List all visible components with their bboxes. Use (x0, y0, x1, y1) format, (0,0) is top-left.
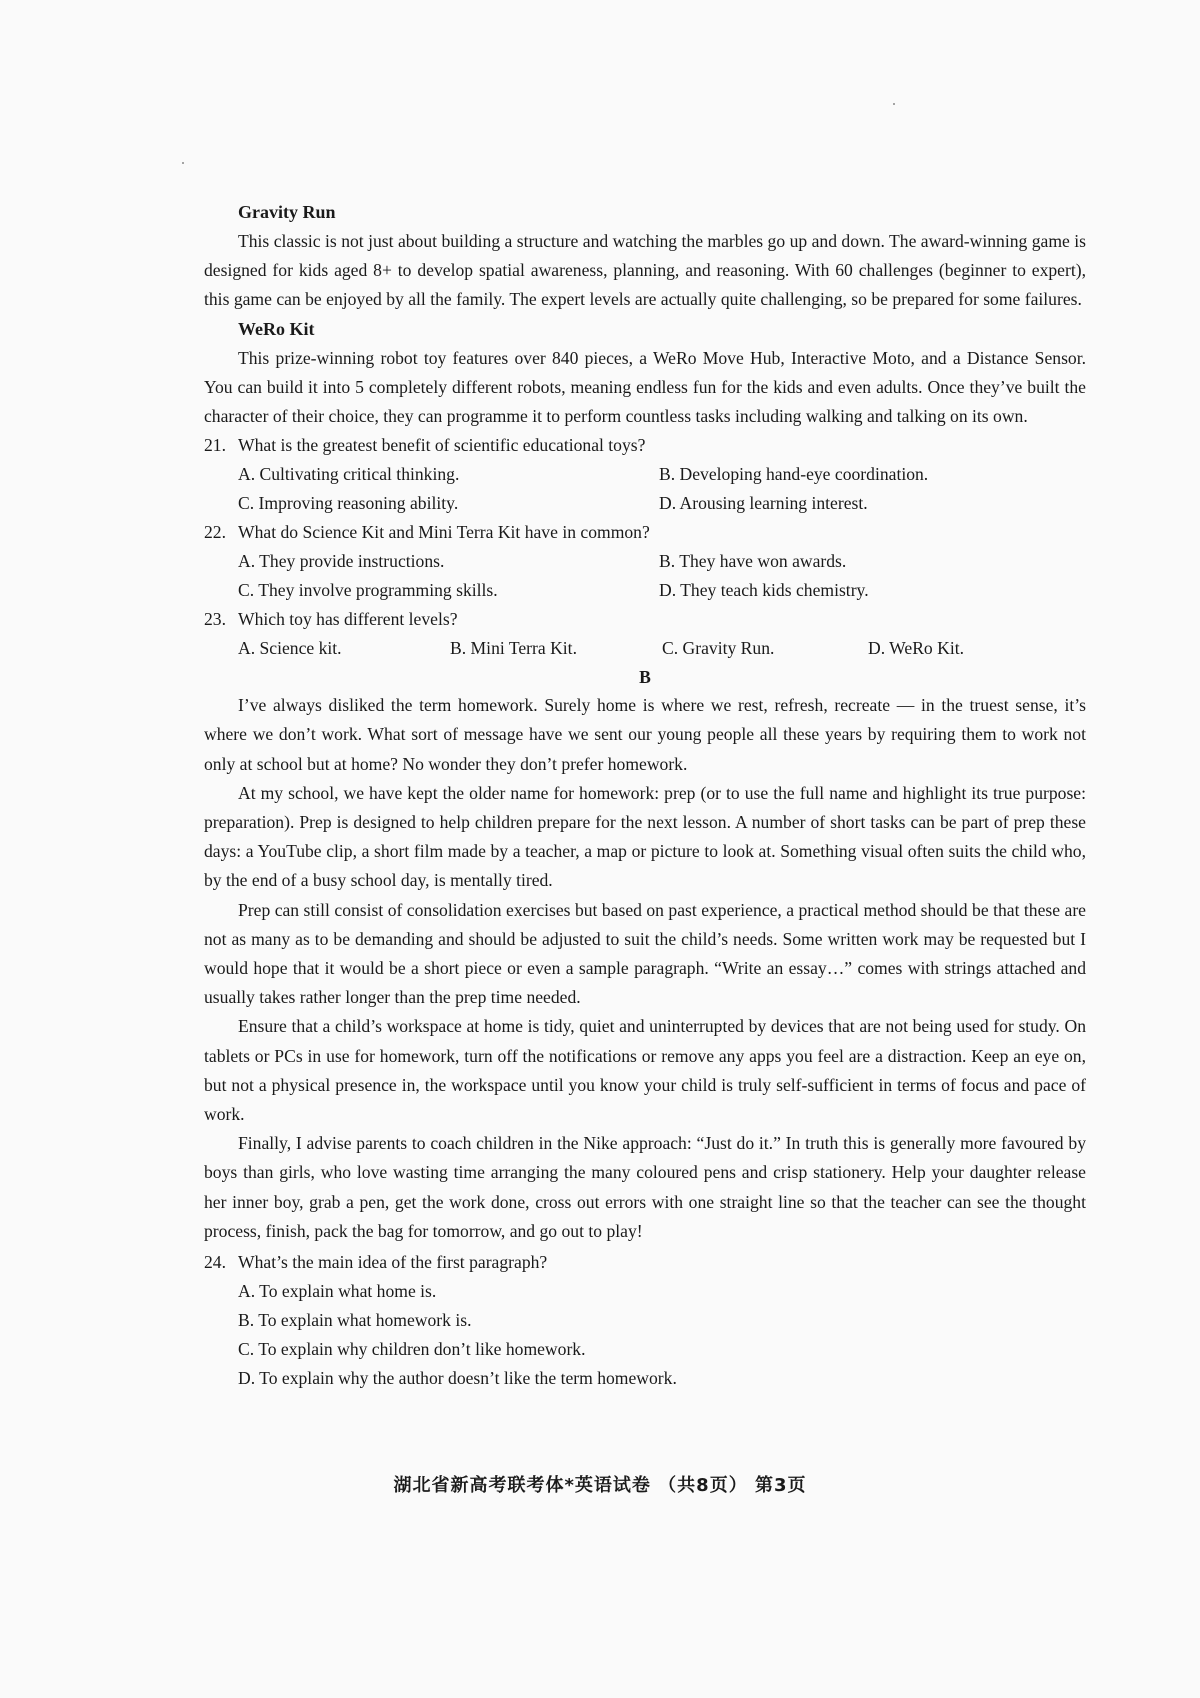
passage-a (204, 198, 1086, 663)
question-21 (204, 431, 1086, 518)
question-number: 23. (204, 609, 226, 630)
option-c: C. Gravity Run. (662, 638, 775, 659)
option-b: B. To explain what homework is. (238, 1310, 472, 1331)
question-number: 24. (204, 1252, 226, 1273)
option-b: B. Developing hand-eye coordination. (659, 464, 929, 485)
option-a: A. To explain what home is. (238, 1281, 437, 1302)
question-23 (204, 605, 1086, 663)
option-d: D. WeRo Kit. (868, 638, 965, 659)
option-d: D. Arousing learning interest. (659, 493, 868, 514)
question-stem: Which toy has different levels? (238, 609, 458, 630)
question-22 (204, 518, 1086, 605)
question-stem: What’s the main idea of the first paragraph? (238, 1252, 548, 1273)
option-c: C. Improving reasoning ability. (238, 493, 459, 514)
section-title-gravity-run: Gravity Run (238, 202, 336, 222)
passage-paragraph: At my school, we have kept the older name for homework: prep (or to use the full name and highlight its true purpose: preparation). Prep is designed to help children prepare for the next lesson. A number of short tasks can be part of prep these days: a YouTube clip, a short film made by a teacher, a map or picture to look at. Something visual often suits the child who, by the end of a busy school day, is mentally tired. (204, 782, 1086, 891)
passage-paragraph: I’ve always disliked the term homework. Surely home is where we rest, refresh, recreate — in the truest sense, it’s where we don’t work. What sort of message have we sent our young people all these years by requiring them to work not only at school but at home? No wonder they don’t prefer homework. (204, 695, 1086, 774)
option-a: A. Science kit. (238, 638, 342, 659)
answer-options (238, 634, 1086, 663)
section-title-wero-kit: WeRo Kit (238, 318, 315, 339)
passage-paragraph: Prep can still consist of consolidation exercises but based on past experience, a practical method should be that these are not as many as to be demanding and should be adjusted to suit the child’s needs. Some written work may be requested but I would hope that it would be a short piece or even a sample paragraph. “Write an essay…” comes with strings attached and usually takes rather longer than the prep time needed. (204, 899, 1086, 1008)
option-d: D. They teach kids chemistry. (659, 580, 869, 601)
answer-options (238, 460, 1086, 518)
section-text-gravity-run: This classic is not just about building a structure and watching the marbles go up and down. The award-winning game is designed for kids aged 8+ to develop spatial awareness, planning, and reasoning. With 60 challenges (beginner to expert), this game can be enjoyed by all the family. The expert levels are actually quite challenging, so be prepared for some failures. (204, 231, 1086, 310)
answer-options (238, 547, 1086, 605)
passage-b (204, 663, 1086, 1393)
question-stem: What is the greatest benefit of scientific educational toys? (238, 435, 646, 456)
option-a: A. They provide instructions. (238, 551, 445, 572)
passage-label: B (639, 667, 651, 688)
section-text-wero-kit: This prize-winning robot toy features over 840 pieces, a WeRo Move Hub, Interactive Moto, and a Distance Sensor. You can build it into 5 completely different robots, meaning endless fun for the kids and even adults. Once they’ve built the character of their choice, they can programme it to perform countless tasks including walking and talking on its own. (204, 347, 1086, 427)
option-c: C. They involve programming skills. (238, 580, 498, 601)
question-stem: What do Science Kit and Mini Terra Kit have in common? (238, 522, 650, 543)
exam-content (204, 198, 1086, 1393)
option-d: D. To explain why the author doesn’t like the term homework. (238, 1368, 677, 1389)
passage-paragraph: Ensure that a child’s workspace at home is tidy, quiet and uninterrupted by devices that are not being used for study. On tablets or PCs in use for homework, turn off the notifications or remove any apps you feel are a distraction. Keep an eye on, but not a physical presence in, the workspace until you know your child is truly self-sufficient in terms of focus and pace of work. (204, 1016, 1086, 1125)
question-number: 21. (204, 435, 226, 456)
option-c: C. To explain why children don’t like homework. (238, 1339, 586, 1360)
option-b: B. Mini Terra Kit. (450, 638, 577, 659)
question-number: 22. (204, 522, 226, 543)
answer-options (238, 1277, 1086, 1393)
option-b: B. They have won awards. (659, 551, 847, 572)
scan-speck (182, 162, 184, 164)
question-24 (204, 1248, 1086, 1393)
page-footer: 湖北省新高考联考体*英语试卷 （共8页） 第3页 (393, 1475, 807, 1496)
scan-speck (893, 103, 895, 105)
passage-paragraph: Finally, I advise parents to coach children in the Nike approach: “Just do it.” In truth this is generally more favoured by boys than girls, who love wasting time arranging the many coloured pens and crisp stationery. Help your daughter release her inner boy, grab a pen, get the work done, cross out errors with one straight line so that the teacher can see the thought process, finish, pack the bag for tomorrow, and go out to play! (204, 1133, 1086, 1241)
option-a: A. Cultivating critical thinking. (238, 464, 460, 485)
